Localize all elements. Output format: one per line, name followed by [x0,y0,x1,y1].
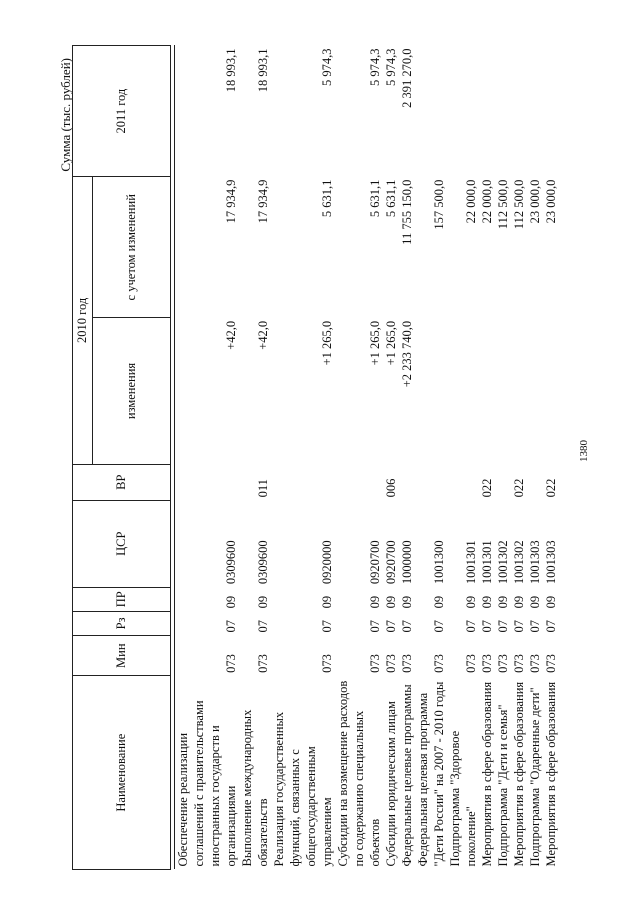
row-csr: 1001303 [544,540,558,585]
row-2011 [447,46,479,177]
row-2011 [495,46,511,177]
row-vr: 022 [512,478,526,498]
row-with-changes: 157 500,0 [432,179,446,230]
row-2011: 18 993,1 [256,48,270,93]
row-min: 073 [512,654,526,673]
row-vr [399,464,415,500]
row-changes [415,318,447,464]
row-pr: 09 [464,595,478,609]
row-2011 [543,46,559,177]
table-row [511,46,527,870]
row-2011: 5 974,3 [368,48,382,86]
row-name: Реализация государственных функций, связанных с общегосударственным управлением [272,711,334,867]
row-name: Подпрограмма "Здоровое поколение" [448,730,478,867]
row-pr: 09 [528,595,542,609]
row-vr [447,464,479,500]
row-changes: +1 265,0 [368,320,382,366]
row-rz: 07 [512,620,526,633]
table-row [415,46,447,870]
row-rz: 07 [496,620,510,633]
table-row [527,46,543,870]
row-pr: 09 [432,595,446,609]
units-caption: Сумма (тыс. рублей) [58,58,73,172]
row-with-changes: 5 631,1 [368,179,382,218]
header-name: Наименование [73,676,171,870]
row-min: 073 [256,654,270,673]
row-2011 [479,46,495,177]
row-csr: 0309600 [256,540,270,585]
row-csr: 1001301 [480,540,494,585]
header-year-2010: 2010 год [73,177,93,464]
row-pr: 09 [256,595,270,609]
table-row [495,46,511,870]
row-name: Субсидии юридическим лицам [384,701,398,867]
row-pr: 09 [400,595,414,609]
row-with-changes: 22 000,0 [480,179,494,224]
row-vr [415,464,447,500]
row-changes: +42,0 [224,320,238,350]
row-2011 [527,46,543,177]
row-changes [527,318,543,464]
row-min: 073 [480,654,494,673]
row-vr: 011 [256,479,270,498]
row-2011: 2 391 270,0 [400,48,414,108]
row-pr: 09 [224,595,238,609]
table-row [175,46,240,870]
row-rz: 07 [480,620,494,633]
row-changes: +1 265,0 [384,320,398,366]
row-changes: +2 233 740,0 [400,320,414,388]
row-csr: 1001300 [432,540,446,585]
row-pr: 09 [496,595,510,609]
table-row [271,46,335,870]
row-vr [335,464,383,500]
row-with-changes: 17 934,9 [256,179,270,224]
table-row [335,46,383,870]
row-with-changes: 23 000,0 [528,179,542,224]
row-name: Федеральная целевая программа "Дети России" на 2007 - 2010 годы [416,681,446,867]
row-name: Мероприятия в сфере образования [512,681,526,867]
row-name: Подпрограмма "Дети и семья" [496,704,510,867]
row-vr [495,464,511,500]
row-with-changes: 5 631,1 [384,179,398,218]
row-with-changes: 11 755 150,0 [400,179,414,245]
row-vr [175,464,240,500]
row-pr: 09 [320,595,334,609]
row-with-changes: 112 500,0 [496,179,510,230]
row-changes [543,318,559,464]
table-body [171,46,560,870]
row-min: 073 [496,654,510,673]
row-with-changes: 112 500,0 [512,179,526,230]
row-rz: 07 [544,620,558,633]
row-2011 [415,46,447,177]
row-with-changes: 22 000,0 [464,179,478,224]
row-min: 073 [384,654,398,673]
row-rz: 07 [320,620,334,633]
row-min: 073 [464,654,478,673]
row-name: Мероприятия в сфере образования [544,681,558,867]
header-pr: ПР [73,587,171,611]
row-pr: 09 [544,595,558,609]
row-pr: 09 [384,595,398,609]
row-csr: 1001303 [528,540,542,585]
row-with-changes: 23 000,0 [544,179,558,224]
row-vr: 022 [544,478,558,498]
row-changes: +1 265,0 [320,320,334,366]
row-csr: 1001301 [464,540,478,585]
row-min: 073 [528,654,542,673]
row-min: 073 [320,654,334,673]
row-csr: 0920700 [384,540,398,585]
table-row [239,46,271,870]
header-csr: ЦСР [73,500,171,587]
row-name: Субсидии на возмещение расходов по содержанию специальных объектов [336,680,382,867]
header-year-2011: 2011 год [73,46,171,177]
row-min: 073 [432,654,446,673]
row-csr: 0309600 [224,540,238,585]
row-vr [271,464,335,500]
header-min: Мин [73,636,171,676]
row-min: 073 [544,654,558,673]
budget-table [72,45,559,870]
row-rz: 07 [368,620,382,633]
row-rz: 07 [256,620,270,633]
row-csr: 1000000 [400,540,414,585]
row-csr: 1001302 [512,540,526,585]
table-row [399,46,415,870]
row-2011: 5 974,3 [320,48,334,86]
row-csr: 1001302 [496,540,510,585]
row-pr: 09 [480,595,494,609]
table-row [543,46,559,870]
row-rz: 07 [224,620,238,633]
row-2011: 5 974,3 [384,48,398,86]
row-rz: 07 [400,620,414,633]
row-min: 073 [368,654,382,673]
row-changes: +42,0 [256,320,270,350]
row-rz: 07 [384,620,398,633]
row-name: Выполнение международных обязательств [240,709,270,867]
row-changes [495,318,511,464]
header-rz: Рз [73,611,171,635]
row-vr: 022 [480,478,494,498]
row-csr: 0920700 [368,540,382,585]
row-csr: 0920000 [320,540,334,585]
row-2011: 18 993,1 [224,48,238,93]
table-header [73,46,171,870]
row-name: Мероприятия в сфере образования [480,681,494,867]
row-with-changes: 17 934,9 [224,179,238,224]
row-rz: 07 [432,620,446,633]
row-with-changes: 5 631,1 [320,179,334,218]
row-vr [527,464,543,500]
row-name: Федеральные целевые программы [400,684,414,867]
header-vr: ВР [73,464,171,500]
table-row [479,46,495,870]
row-2011 [511,46,527,177]
row-pr: 09 [512,595,526,609]
header-with-changes: с учетом изменений [93,177,171,318]
row-changes [447,318,479,464]
row-rz: 07 [464,620,478,633]
row-min: 073 [224,654,238,673]
row-min: 073 [400,654,414,673]
row-name: Обеспечение реализации соглашений с правительствами иностранных государств и организациями [176,700,238,867]
row-pr: 09 [368,595,382,609]
row-name: Подпрограмма "Одаренные дети" [528,687,542,867]
row-changes [511,318,527,464]
table-row [447,46,479,870]
page-number: 1380 [578,440,590,462]
row-vr: 006 [384,478,398,498]
row-rz: 07 [528,620,542,633]
row-changes [479,318,495,464]
table-row [383,46,399,870]
header-changes: изменения [93,318,171,464]
